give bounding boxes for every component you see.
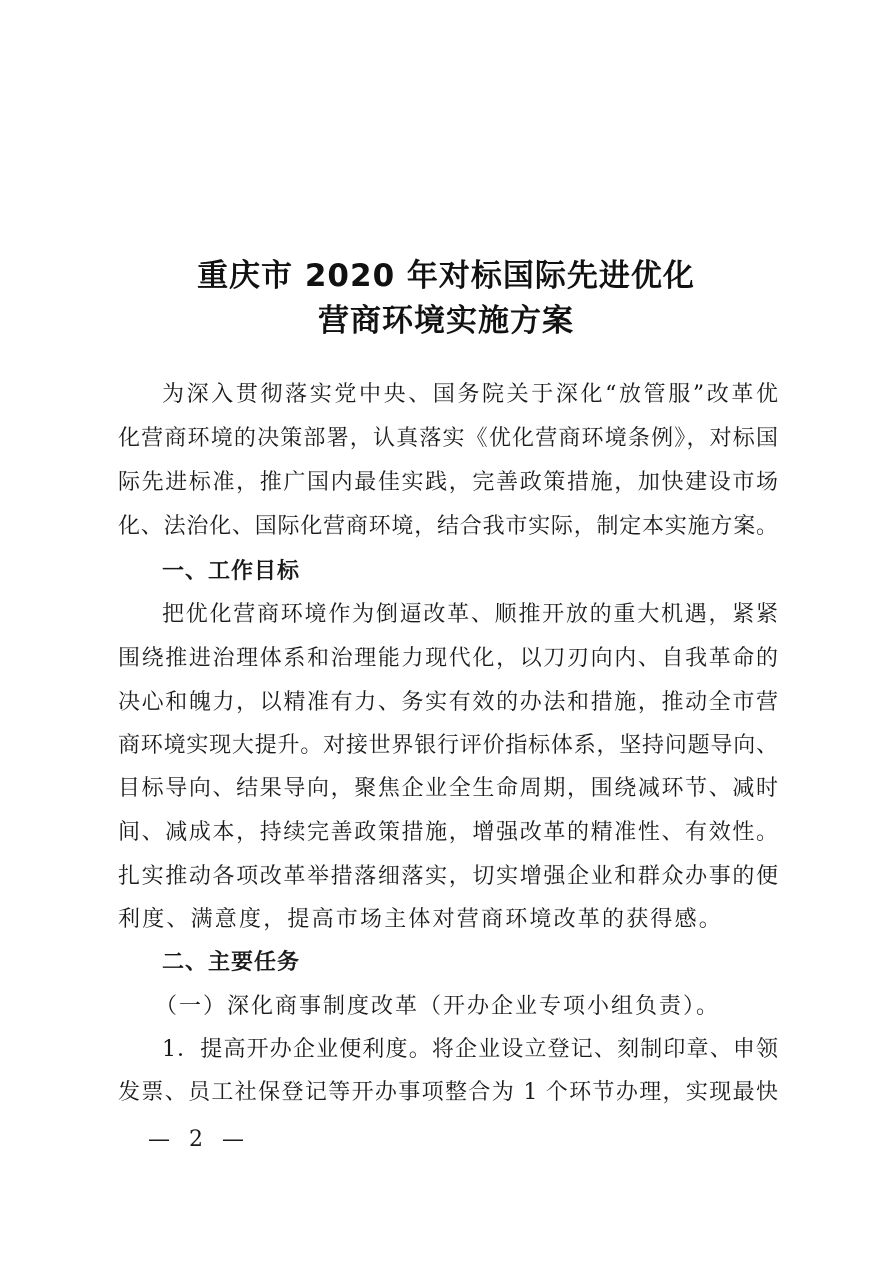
goals-line-8: 利度、满意度，提高市场主体对营商环境改革的获得感。: [118, 907, 724, 932]
goals-line-3: 决心和魄力，以精准有力、务实有效的办法和措施，推动全市营: [118, 690, 778, 715]
intro-line-2: 化营商环境的决策部署，认真落实《优化营商环境条例》，对标国: [118, 426, 778, 451]
section-heading-tasks: 二、主要任务: [162, 950, 301, 975]
goals-line-6: 间、减成本，持续完善政策措施，增强改革的精准性、有效性。: [118, 820, 778, 845]
goals-line-7: 扎实推动各项改革举措落细落实，切实增强企业和群众办事的便: [118, 864, 778, 889]
page-number: — 2 —: [148, 1127, 250, 1152]
intro-line-1: 为深入贯彻落实党中央、国务院关于深化“放管服”改革优: [162, 382, 778, 407]
document-title-line-2: 营商环境实施方案: [318, 303, 574, 339]
goals-line-2: 围绕推进治理体系和治理能力现代化，以刀刃向内、自我革命的: [118, 646, 778, 671]
goals-line-4: 商环境实现大提升。对接世界银行评价指标体系，坚持问题导向、: [118, 733, 778, 758]
section-heading-goals: 一、工作目标: [162, 559, 301, 584]
subsection-heading-commercial-reform: （一）深化商事制度改革（开办企业专项小组负责）。: [155, 994, 721, 1019]
intro-line-3: 际先进标准，推广国内最佳实践，完善政策措施，加快建设市场: [118, 470, 778, 495]
intro-line-4: 化、法治化、国际化营商环境，结合我市实际，制定本实施方案。: [118, 514, 778, 539]
task-line-2: 发票、员工社保登记等开办事项整合为 1 个环节办理，实现最快: [118, 1080, 778, 1105]
task-line-1: 1．提高开办企业便利度。将企业设立登记、刻制印章、申领: [162, 1037, 778, 1062]
document-title-line-1: 重庆市 2020 年对标国际先进优化: [197, 258, 695, 294]
goals-line-1: 把优化营商环境作为倒逼改革、顺推开放的重大机遇，紧紧: [162, 602, 778, 627]
goals-line-5: 目标导向、结果导向，聚焦企业全生命周期，围绕减环节、减时: [118, 776, 778, 801]
